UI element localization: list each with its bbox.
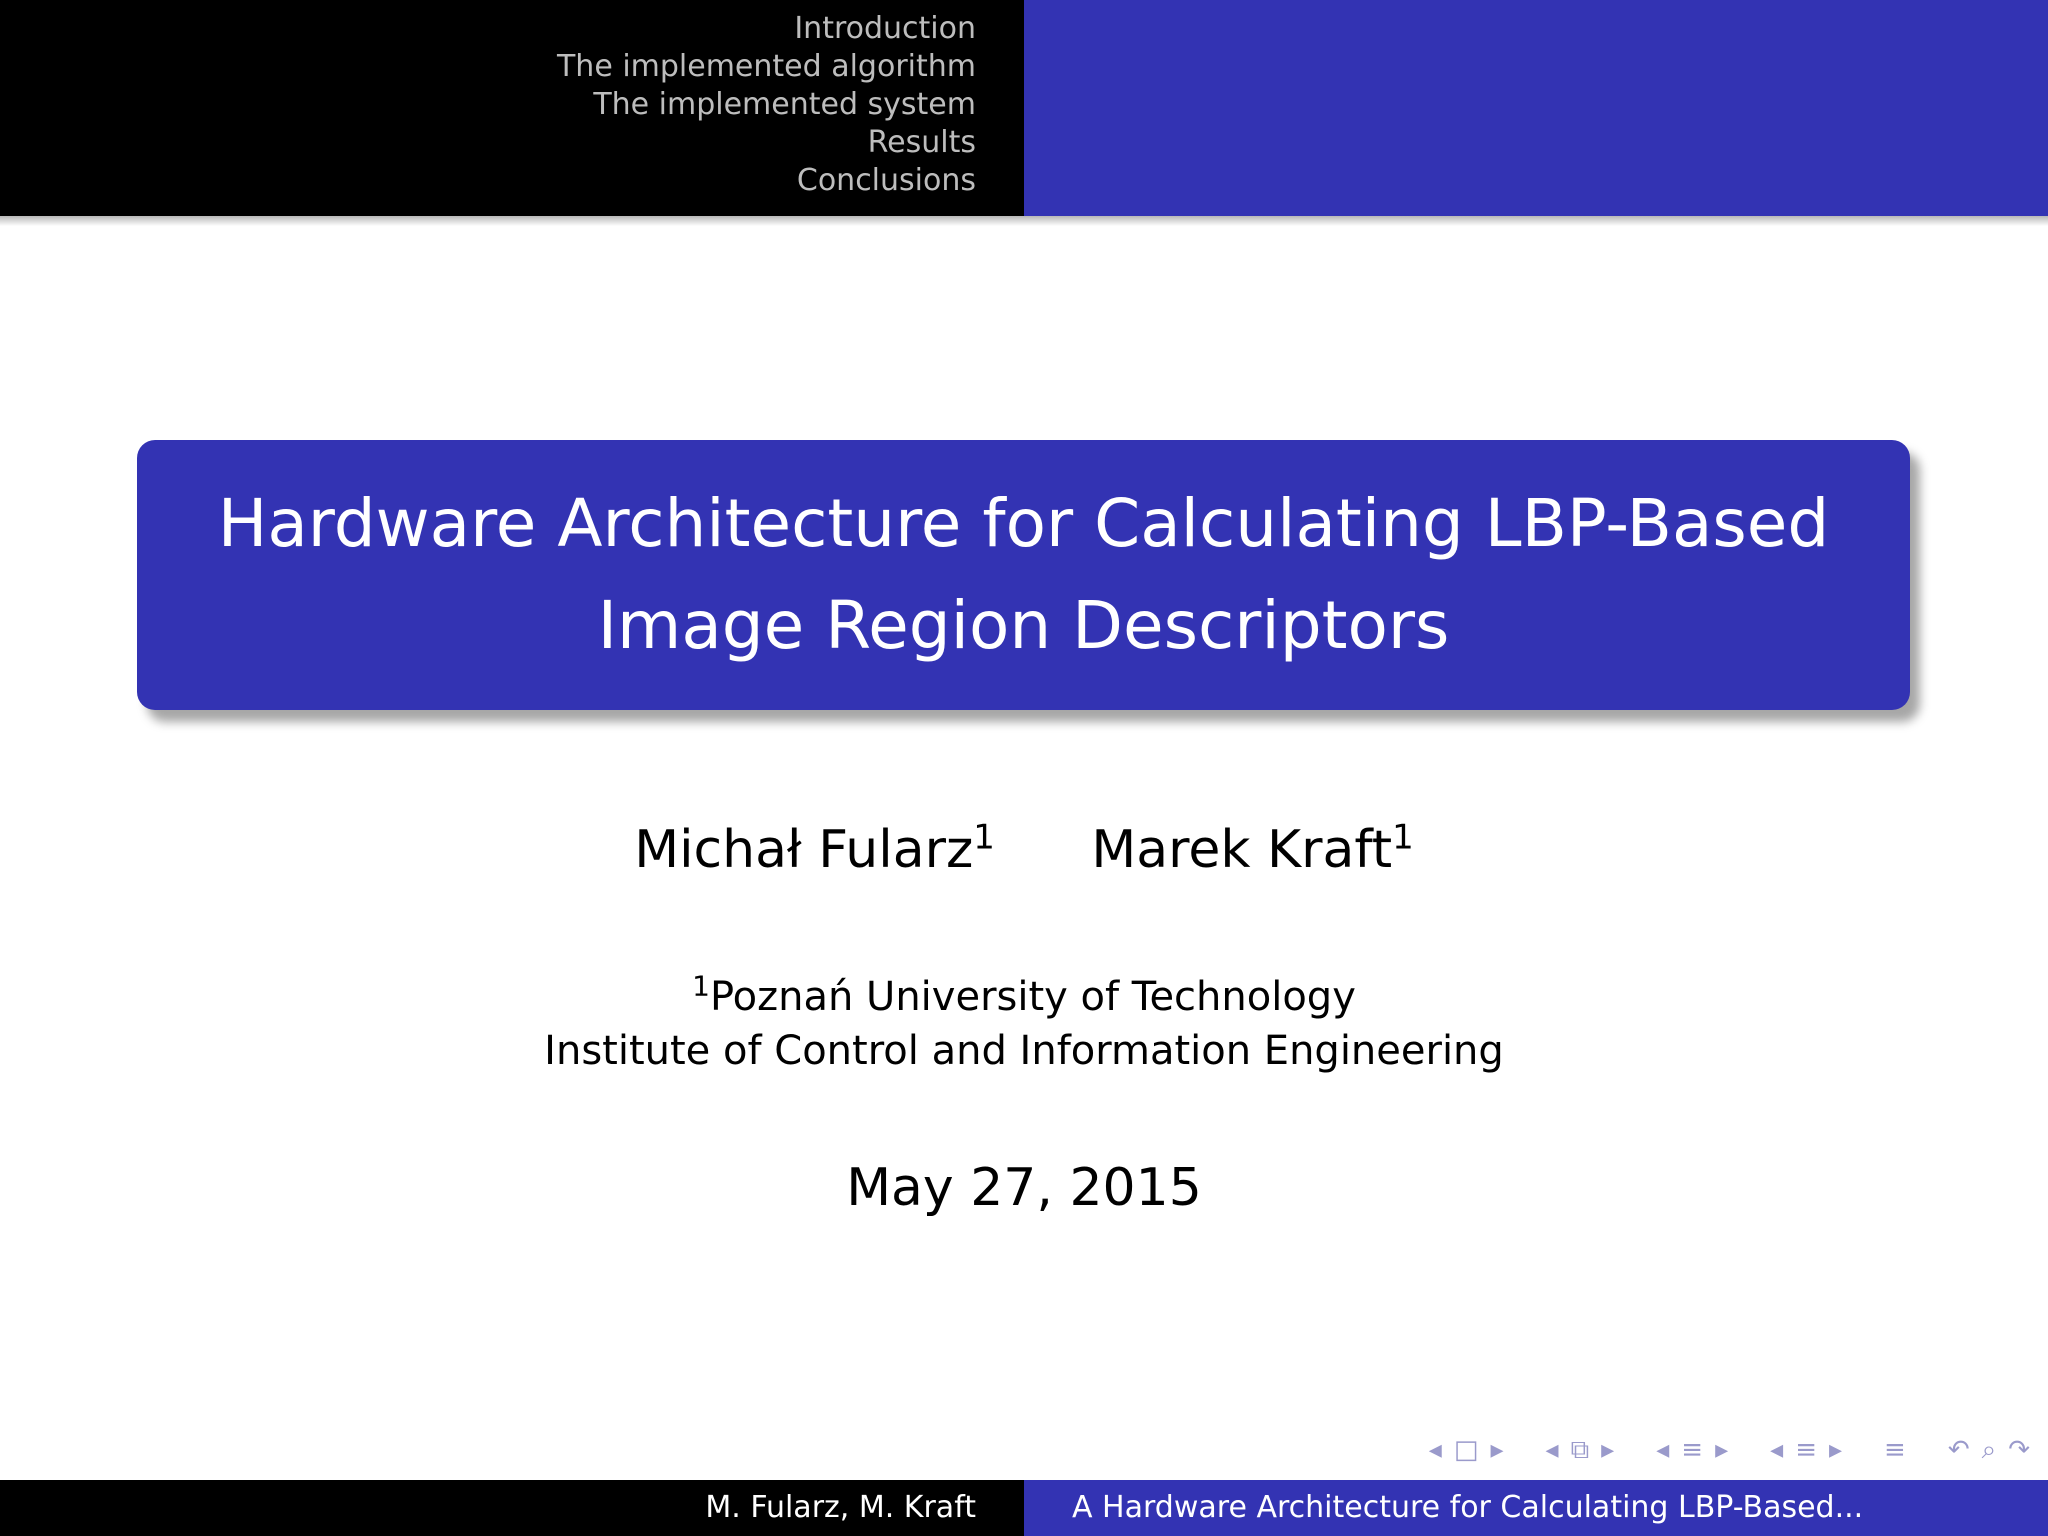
frame-icon[interactable]: □: [1453, 1435, 1479, 1465]
toc-icon[interactable]: ≡: [1884, 1435, 1906, 1465]
affiliation-mark: 1: [973, 817, 995, 858]
arrow-right-icon[interactable]: ▸: [1715, 1435, 1729, 1465]
arrow-right-icon[interactable]: ▸: [1601, 1435, 1615, 1465]
arrow-left-icon[interactable]: ◂: [1428, 1435, 1442, 1465]
institute-mark: 1: [692, 969, 710, 1003]
author-2: [1091, 817, 1414, 880]
document-icon[interactable]: ≡: [1795, 1435, 1817, 1465]
section-navigation: [517, 10, 1024, 200]
title-line-1: Hardware Architecture for Calculating LBP-Based: [217, 485, 1830, 562]
back-icon[interactable]: ↶: [1947, 1435, 1970, 1465]
forward-icon[interactable]: ↷: [2008, 1435, 2030, 1465]
header-shadow: [0, 216, 2048, 226]
institute-line-2: Institute of Control and Information Engineering: [544, 1028, 1504, 1074]
nav-item-conclusions[interactable]: Conclusions: [796, 163, 976, 198]
header-right-band: [1024, 0, 2048, 216]
beamer-navigation-symbols: [1393, 1432, 2036, 1468]
institute-line-1: [0, 970, 2048, 1024]
presentation-date: May 27, 2015: [846, 1158, 1202, 1218]
slide-title: [174, 473, 1874, 677]
arrow-left-icon[interactable]: ◂: [1770, 1435, 1784, 1465]
section-nav[interactable]: [1650, 1435, 1734, 1465]
title-block: [137, 440, 1910, 710]
institute: [0, 970, 2048, 1078]
search-nav[interactable]: [1942, 1435, 2036, 1466]
footer-authors: M. Fularz, M. Kraft: [0, 1480, 1024, 1536]
subsection-nav[interactable]: [1540, 1435, 1621, 1466]
author-name: Marek Kraft: [1091, 820, 1393, 880]
author-1: [634, 817, 995, 880]
university-name: Poznań University of Technology: [709, 974, 1356, 1020]
header: [0, 0, 2048, 216]
nav-item-system[interactable]: The implemented system: [593, 87, 976, 122]
section-icon[interactable]: ≡: [1681, 1435, 1704, 1465]
footer: [0, 1480, 2048, 1536]
toc-nav[interactable]: [1878, 1435, 1912, 1465]
author-name: Michał Fularz: [634, 820, 974, 880]
nav-item-algorithm[interactable]: The implemented algorithm: [556, 49, 976, 84]
arrow-left-icon[interactable]: ◂: [1545, 1435, 1559, 1465]
arrow-right-icon[interactable]: ▸: [1490, 1435, 1504, 1465]
title-line-2: Image Region Descriptors: [597, 587, 1450, 664]
arrow-left-icon[interactable]: ◂: [1656, 1435, 1670, 1465]
nav-item-results[interactable]: Results: [867, 125, 976, 160]
subsection-icon[interactable]: ⧉: [1570, 1434, 1590, 1465]
frame-nav[interactable]: [1423, 1435, 1510, 1465]
arrow-right-icon[interactable]: ▸: [1828, 1435, 1843, 1465]
affiliation-mark: 1: [1392, 817, 1414, 858]
authors: [0, 817, 2048, 880]
footer-short-title: A Hardware Architecture for Calculating LBP-Based...: [1024, 1480, 2048, 1536]
search-icon[interactable]: ⌕: [1981, 1434, 1997, 1465]
nav-item-introduction[interactable]: Introduction: [794, 11, 976, 46]
document-nav[interactable]: [1764, 1435, 1848, 1465]
